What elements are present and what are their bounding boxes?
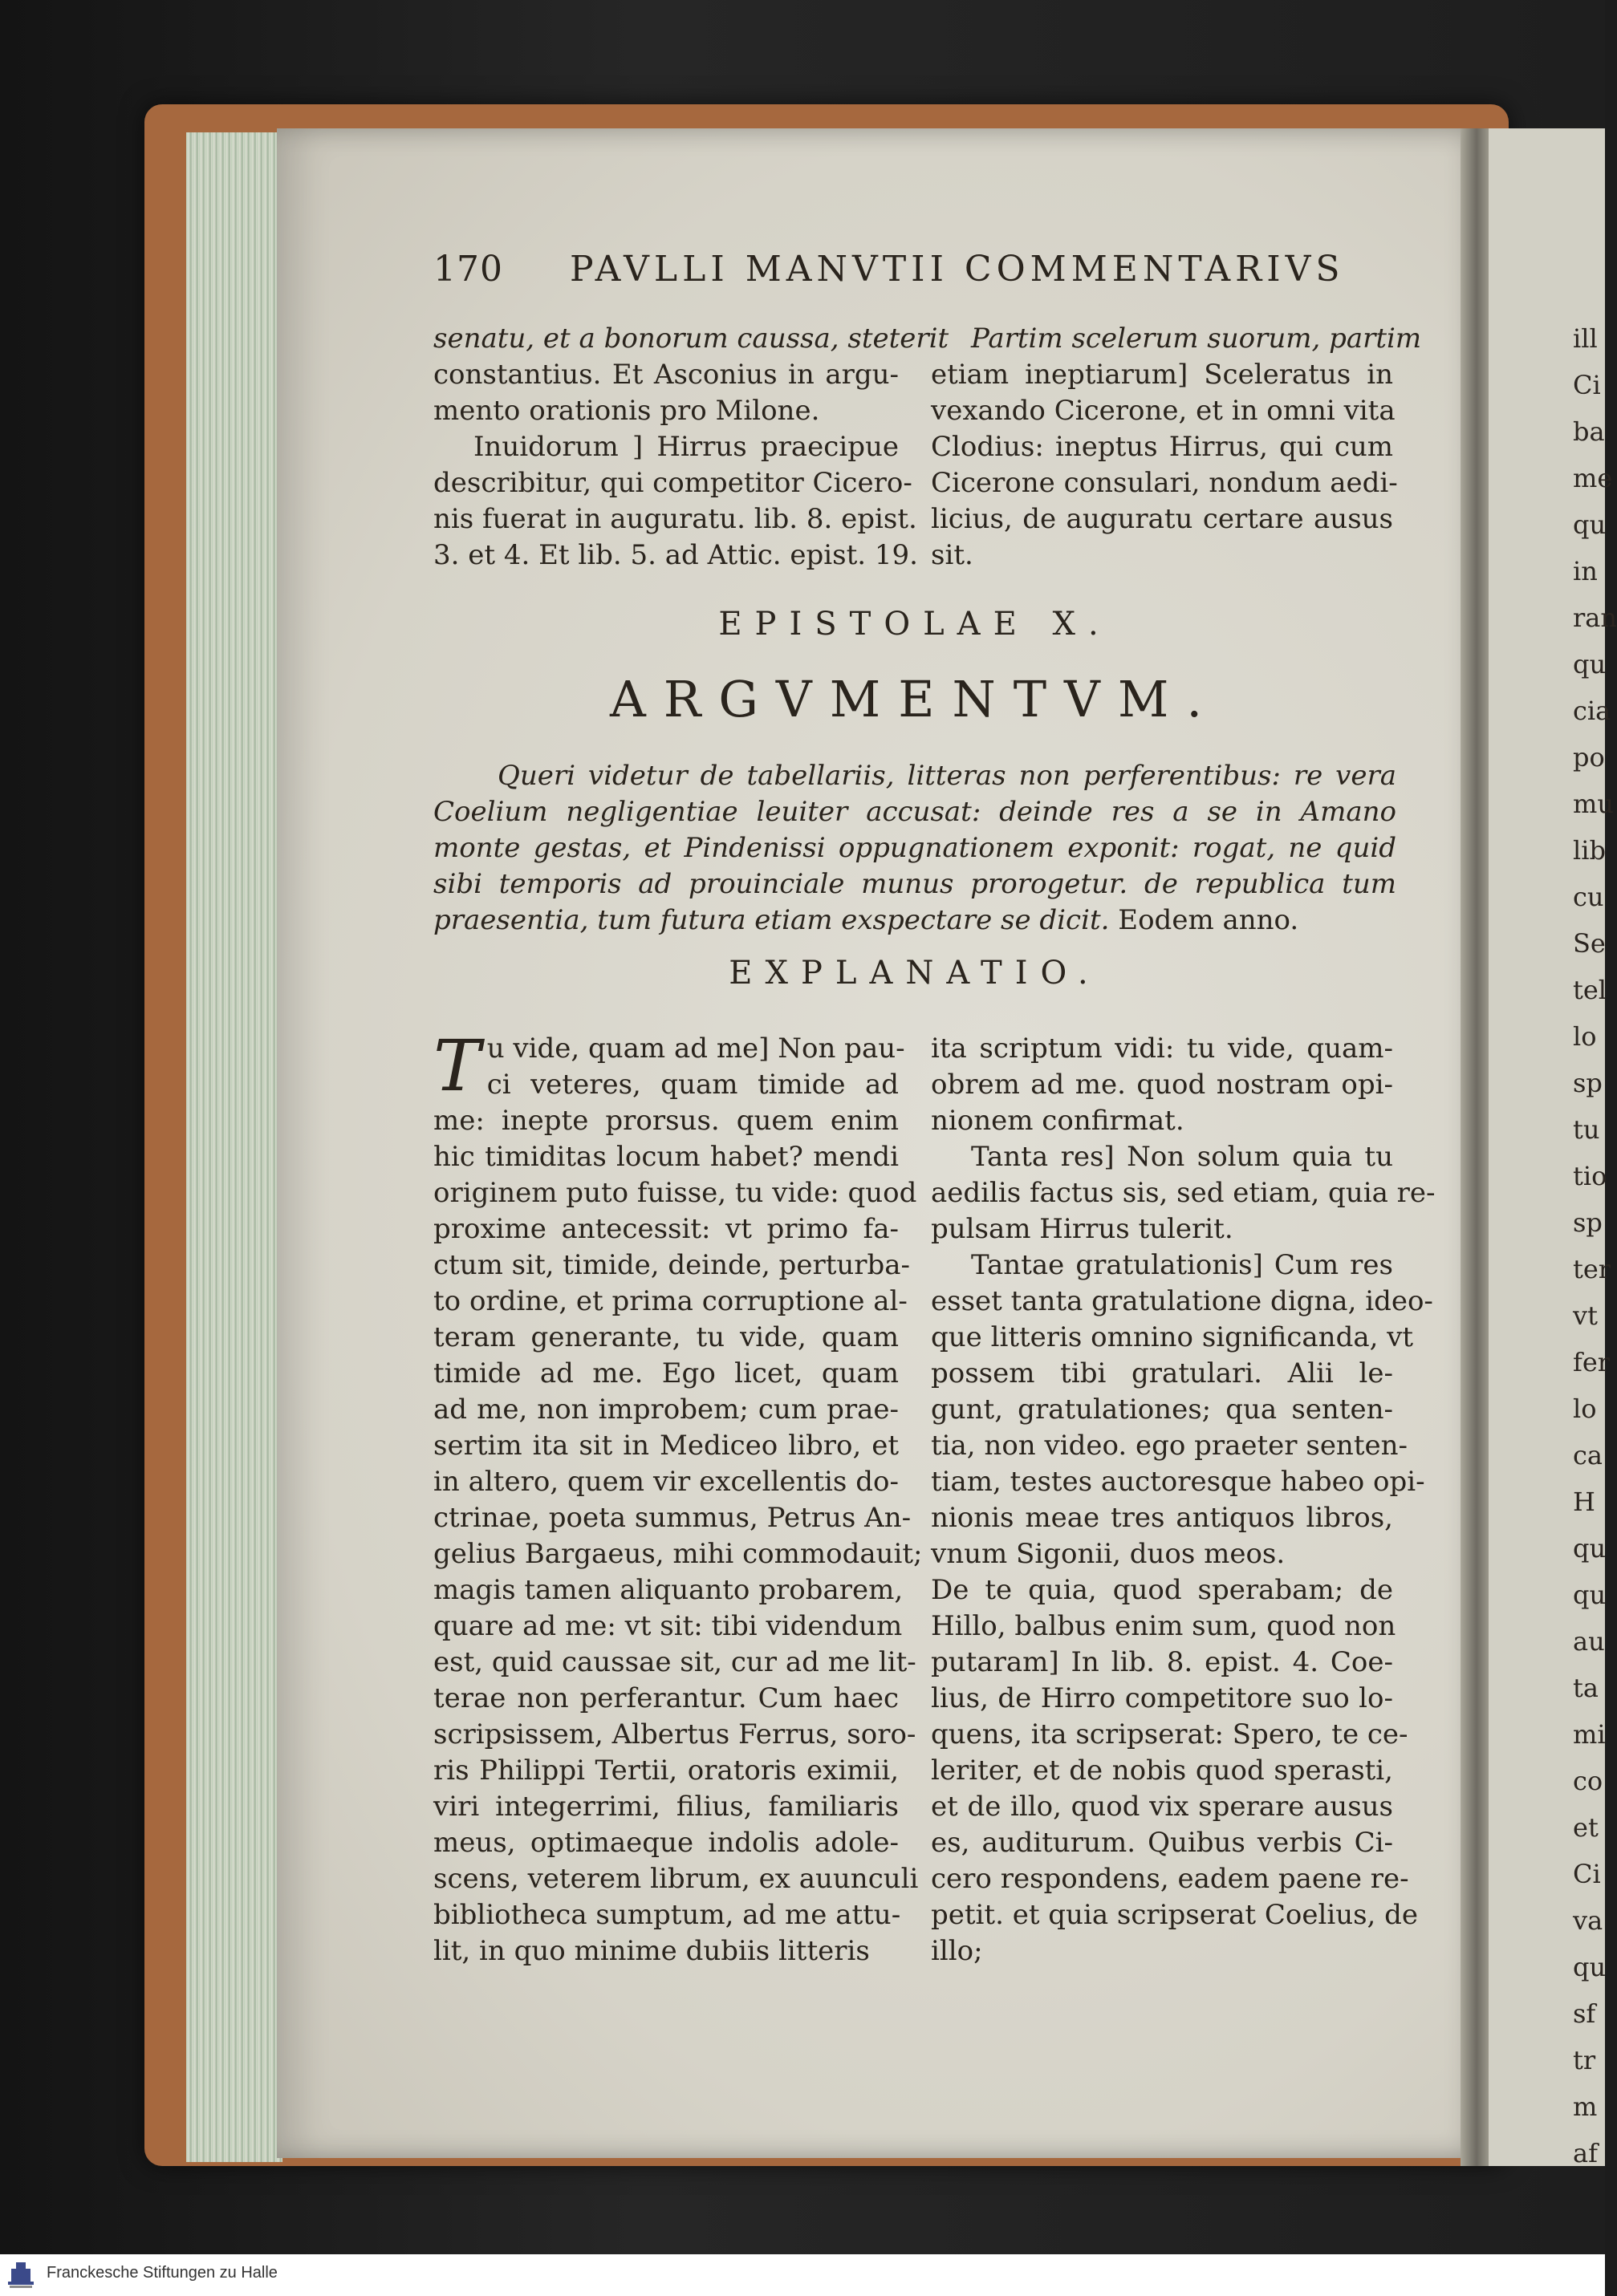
running-header [433, 249, 1345, 297]
text-line: magis tamen aliquanto probarem, [433, 1574, 904, 1606]
text-line: vnum Sigonii, duos meos. [931, 1538, 1286, 1570]
text-line: gelius Bargaeus, mihi commodauit; [433, 1538, 923, 1570]
text-line: leriter, et de nobis quod sperasti, [931, 1754, 1393, 1787]
text-line: nionem confirmat. [931, 1105, 1184, 1137]
text-line: vexando Cicerone, et in omni vita [931, 395, 1396, 427]
text-line: ita scriptum vidi: tu vide, quam- [931, 1032, 1393, 1065]
text-line: quens, ita scripserat: Spero, te ce- [931, 1718, 1408, 1750]
text-line: bibliotheca sumptum, ad me attu- [433, 1899, 901, 1931]
text-line: etiam ineptiarum] Sceleratus in [931, 359, 1393, 391]
text-line: ad me, non improbem; cum prae- [433, 1393, 899, 1426]
text-line: describitur, qui competitor Cicero- [433, 467, 912, 499]
text-line: Clodius: ineptus Hirrus, qui cum [931, 431, 1393, 463]
text-line: timide ad me. Ego licet, quam [433, 1357, 899, 1389]
text-line: sit. [931, 539, 973, 571]
text-line: originem puto fuisse, tu vide: quod [433, 1177, 917, 1209]
argument-date: Eodem anno. [1118, 904, 1299, 936]
text-line: lit, in quo minime dubiis litteris [433, 1935, 870, 1967]
text-line: viri integerrimi, filius, familiaris [433, 1791, 899, 1823]
facing-page-fragment: in [1573, 556, 1598, 586]
text-line: ctum sit, timide, deinde, perturba- [433, 1249, 911, 1281]
facing-page-fragment: tu [1573, 1114, 1600, 1145]
text-line: illo; [931, 1935, 983, 1967]
text-line: constantius. Et Asconius in argu- [433, 359, 899, 391]
facing-page-fragment: tio [1573, 1161, 1607, 1191]
top-right-column [931, 321, 1422, 574]
text-line: nis fuerat in auguratu. lib. 8. epist. [433, 503, 917, 535]
text-line: ci veteres, quam timide ad [486, 1069, 899, 1101]
text-line: et de illo, quod vix sperare ausus [931, 1791, 1393, 1823]
argument-text [433, 758, 1396, 939]
facing-page-fragment: cu [1573, 882, 1604, 912]
facing-page-fragment: af [1573, 2138, 1598, 2168]
facing-page-fragment: ter [1573, 1254, 1611, 1284]
facing-page-fragment: fer [1573, 1347, 1611, 1377]
facing-page-fragment: ta [1573, 1673, 1599, 1703]
text-line: esset tanta gratulatione digna, ideo- [931, 1285, 1433, 1317]
text-line: gunt, gratulationes; qua senten- [931, 1393, 1393, 1426]
text-line: es, auditurum. Quibus verbis Ci- [931, 1827, 1393, 1859]
text-line: possem tibi gratulari. Alii le- [931, 1357, 1393, 1389]
facing-page-fragment: au [1573, 1626, 1605, 1657]
facing-page-fragment: tel [1573, 975, 1607, 1005]
text-line: Cicerone consulari, nondum aedi- [931, 467, 1398, 499]
facing-page-fragment: vt [1573, 1300, 1598, 1331]
text-line: Hillo, balbus enim sum, quod non [931, 1610, 1396, 1642]
text-line: tiam, testes auctoresque habeo opi- [931, 1466, 1425, 1498]
facing-page-fragment: qu [1573, 1533, 1607, 1564]
facing-page-fragment: lo [1573, 1021, 1597, 1052]
facing-page-fragment: Se [1573, 928, 1606, 959]
text-line: Tantae gratulationis] Cum res [971, 1249, 1393, 1281]
facing-page-fragment: ran [1573, 602, 1617, 633]
explanation-title: EXPLANATIO. [729, 955, 1101, 992]
facing-page-fragment: sp [1573, 1068, 1603, 1098]
text-line: to ordine, et prima corruptione al- [433, 1285, 908, 1317]
facing-page-fragment: ba [1573, 416, 1605, 447]
facing-page [1489, 128, 1617, 2168]
argument-body: Queri videtur de tabellariis, litteras non perferentibus: re vera Coelium negligentiae leuiter accusat: deinde res a se in Amano monte gestas, et Pindenissi oppugnationem exponit: rogat, ne quid sibi temporis ad prouinciale munus prorogetur. de republica tum praesentia, tum futura etiam exspectare se dicit. [433, 760, 1396, 936]
facing-page-fragment: lo [1573, 1393, 1597, 1424]
facing-page-fragment: me [1573, 463, 1613, 493]
argument-title: ARGVMENTVM. [609, 670, 1221, 728]
text-line: ris Philippi Tertii, oratoris eximii, [433, 1754, 899, 1787]
text-line: putaram] In lib. 8. epist. 4. Coe- [931, 1646, 1393, 1678]
facing-page-fragment: cia [1573, 696, 1611, 726]
text-line: obrem ad me. quod nostram opi- [931, 1069, 1393, 1101]
book-gutter [1461, 128, 1493, 2166]
text-line: pulsam Hirrus tulerit. [931, 1213, 1233, 1245]
page-edges [186, 132, 282, 2162]
text-line: senatu, et a bonorum caussa, steterit [433, 322, 949, 355]
text-line: 3. et 4. Et lib. 5. ad Attic. epist. 19. [433, 539, 918, 571]
text-line: Tanta res] Non solum quia tu [971, 1141, 1393, 1173]
facing-page-fragment: qu [1573, 649, 1607, 679]
facing-page-fragment: ill [1573, 323, 1598, 354]
footer-bar [0, 2254, 1605, 2296]
top-left-column [433, 321, 949, 574]
text-line: que litteris omnino significanda, vt [931, 1321, 1414, 1353]
facing-page-fragment: mu [1573, 789, 1614, 819]
text-line: teram generante, tu vide, quam [433, 1321, 899, 1353]
text-line: me: inepte prorsus. quem enim [433, 1105, 899, 1137]
facing-page-fragment: et [1573, 1812, 1599, 1843]
institution-name: Franckesche Stiftungen zu Halle [47, 2264, 278, 2282]
facing-page-fragment: tr [1573, 2045, 1596, 2075]
institution-logo-icon [5, 2261, 37, 2290]
text-line: nionis meae tres antiquos libros, [931, 1502, 1393, 1534]
text-line: proxime antecessit: vt primo fa- [433, 1213, 899, 1245]
text-line: aedilis factus sis, sed etiam, quia re- [931, 1177, 1436, 1209]
facing-page-fragment: co [1573, 1766, 1603, 1796]
page-number: 170 [433, 249, 503, 290]
text-line: u vide, quam ad me] Non pau- [486, 1032, 905, 1065]
text-line: licius, de auguratu certare ausus [931, 503, 1393, 535]
left-column [433, 1024, 923, 1969]
text-line: quare ad me: vt sit: tibi videndum [433, 1610, 903, 1642]
facing-page-fragment: mi [1573, 1719, 1606, 1750]
epistle-title: EPISTOLAE X. [718, 606, 1111, 643]
text-line: in altero, quem vir excellentis do- [433, 1466, 899, 1498]
facing-page-fragment: sf [1573, 1998, 1596, 2029]
text-line: tia, non video. ego praeter senten- [931, 1430, 1408, 1462]
running-title: PAVLLI MANVTII COMMENTARIVS [570, 249, 1345, 290]
text-line: ctrinae, poeta summus, Petrus An- [433, 1502, 912, 1534]
text-line: terae non perferantur. Cum haec [433, 1682, 899, 1714]
text-line: mento orationis pro Milone. [433, 395, 820, 427]
text-line: De te quia, quod sperabam; de [931, 1574, 1393, 1606]
facing-page-fragment: qu [1573, 1580, 1607, 1610]
facing-page-fragment: lib [1573, 835, 1606, 866]
right-column [931, 1031, 1436, 1969]
text-line: est, quid caussae sit, cur ad me lit- [433, 1646, 916, 1678]
facing-page-fragment: po [1573, 742, 1605, 773]
text-line: scens, veterem librum, ex auunculi [433, 1863, 919, 1895]
text-line: meus, optimaeque indolis adole- [433, 1827, 899, 1859]
facing-page-fragment: m [1573, 2091, 1598, 2122]
text-line: Partim scelerum suorum, partim [971, 322, 1422, 355]
facing-page-fragment: ca [1573, 1440, 1603, 1470]
facing-page-fragment: Ci [1573, 370, 1601, 400]
text-line: lius, de Hirro competitore suo lo- [931, 1682, 1393, 1714]
drop-cap: T [433, 1024, 481, 1107]
text-line: petit. et quia scripserat Coelius, de [931, 1899, 1419, 1931]
facing-page-fragment: qu [1573, 509, 1607, 540]
facing-page-fragment: Ci [1573, 1859, 1601, 1889]
text-line: Inuidorum ] Hirrus praecipue [473, 431, 899, 463]
facing-page-fragment: va [1573, 1905, 1603, 1936]
facing-page-fragment: qu [1573, 1952, 1607, 1982]
text-line: scripsissem, Albertus Ferrus, soro- [433, 1718, 916, 1750]
text-line: cero respondens, eadem paene re- [931, 1863, 1409, 1895]
text-line: sertim ita sit in Mediceo libro, et [433, 1430, 899, 1462]
facing-page-fragment: H [1573, 1487, 1595, 1517]
facing-page-fragment: sp [1573, 1207, 1603, 1238]
text-line: hic timiditas locum habet? mendi [433, 1141, 899, 1173]
